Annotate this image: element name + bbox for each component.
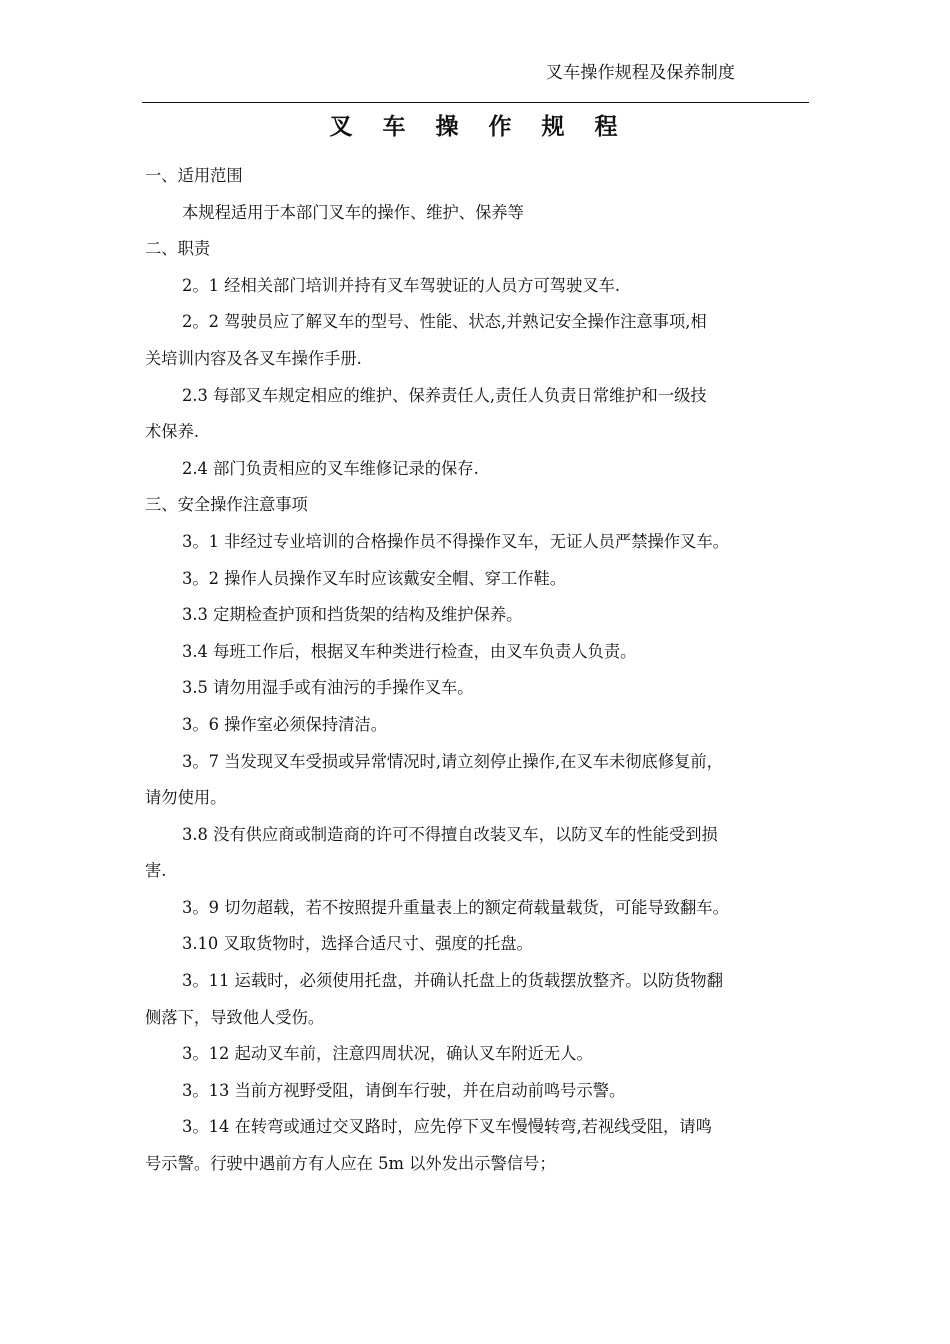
paragraph-line: 2。1 经相关部门培训并持有叉车驾驶证的人员方可驾驶叉车. bbox=[182, 275, 621, 295]
paragraph-line: 3.4 每班工作后，根据叉车种类进行检查，由叉车负责人负责。 bbox=[182, 641, 637, 661]
paragraph-line: 术保养. bbox=[145, 422, 200, 442]
paragraph-line: 侧落下，导致他人受伤。 bbox=[145, 1007, 325, 1027]
paragraph-line: 3。14 在转弯或通过交叉路时，应先停下叉车慢慢转弯,若视线受阻，请鸣 bbox=[182, 1117, 712, 1137]
paragraph-line: 3。13 当前方视野受阻，请倒车行驶，并在启动前鸣号示警。 bbox=[182, 1080, 626, 1100]
paragraph-line: 3。1 非经过专业培训的合格操作员不得操作叉车，无证人员严禁操作叉车。 bbox=[182, 531, 729, 551]
paragraph-line: 2。2 驾驶员应了解叉车的型号、性能、状态,并熟记安全操作注意事项,相 bbox=[182, 312, 707, 332]
paragraph-line: 2.3 每部叉车规定相应的维护、保养责任人,责任人负责日常维护和一级技 bbox=[182, 385, 707, 405]
paragraph-line: 3。9 切勿超载，若不按照提升重量表上的额定荷载量载货，可能导致翻车。 bbox=[182, 897, 729, 917]
paragraph-line: 3.5 请勿用湿手或有油污的手操作叉车。 bbox=[182, 678, 474, 698]
paragraph-line: 请勿使用。 bbox=[145, 788, 227, 808]
header-divider bbox=[142, 102, 809, 103]
paragraph-line: 3。7 当发现叉车受损或异常情况时,请立刻停止操作,在叉车未彻底修复前， bbox=[182, 751, 723, 771]
paragraph-line: 号示警。行驶中遇前方有人应在 5m 以外发出示警信号； bbox=[145, 1154, 556, 1174]
paragraph-line: 3。12 起动叉车前，注意四周状况，确认叉车附近无人。 bbox=[182, 1044, 593, 1064]
paragraph-line: 3。11 运载时，必须使用托盘，并确认托盘上的货载摆放整齐。以防货物翻 bbox=[182, 971, 723, 991]
section-heading: 二、职责 bbox=[145, 239, 211, 259]
document-title: 叉 车 操 作 规 程 bbox=[329, 114, 629, 140]
paragraph-line: 2.4 部门负责相应的叉车维修记录的保存. bbox=[182, 458, 479, 478]
paragraph-line: 3。6 操作室必须保持清洁。 bbox=[182, 714, 387, 734]
paragraph-line: 关培训内容及各叉车操作手册. bbox=[145, 348, 362, 368]
document-body bbox=[145, 158, 815, 1183]
paragraph-line: 3。2 操作人员操作叉车时应该戴安全帽、穿工作鞋。 bbox=[182, 568, 567, 588]
running-header: 叉车操作规程及保养制度 bbox=[546, 63, 736, 83]
paragraph-line: 本规程适用于本部门叉车的操作、维护、保养等 bbox=[182, 202, 524, 222]
paragraph-line: 3.10 叉取货物时，选择合适尺寸、强度的托盘。 bbox=[182, 934, 533, 954]
paragraph-line: 3.3 定期检查护顶和挡货架的结构及维护保养。 bbox=[182, 605, 523, 625]
section-heading: 一、适用范围 bbox=[145, 166, 243, 185]
section-heading: 三、安全操作注意事项 bbox=[145, 495, 308, 515]
paragraph-line: 3.8 没有供应商或制造商的许可不得擅自改装叉车，以防叉车的性能受到损 bbox=[182, 824, 718, 844]
paragraph-line: 害. bbox=[145, 861, 167, 881]
